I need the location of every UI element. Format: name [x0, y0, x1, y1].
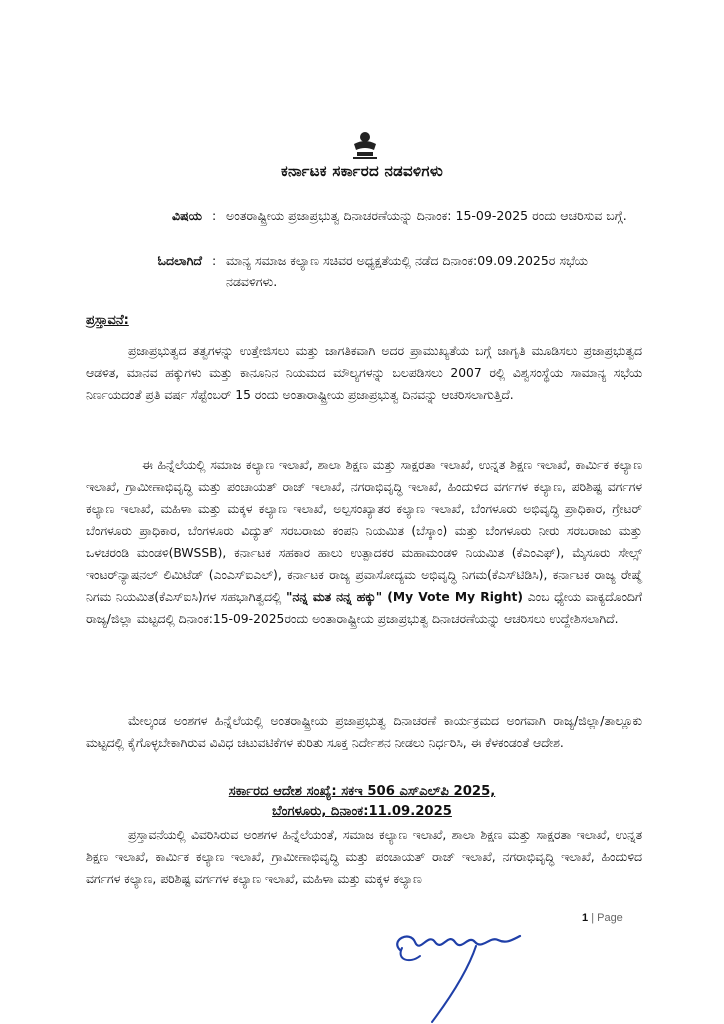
page-number-label: Page [597, 912, 623, 924]
order-number-text: ಸರ್ಕಾರದ ಆದೇಶ ಸಂಖ್ಯೆ: ಸಕಇ 506 ಎಸ್‌ಎಲ್‌ಪಿ 2025, [228, 784, 496, 799]
signature-icon [380, 910, 530, 1024]
preamble-paragraph-1-text: ಪ್ರಜಾಪ್ರಭುತ್ವದ ತತ್ವಗಳನ್ನು ಉತ್ತೇಜಿಸಲು ಮತ್ತು ಜಾಗತಿಕವಾಗಿ ಅದರ ಪ್ರಾಮುಖ್ಯತೆಯ ಬಗ್ಗೆ ಜಾಗೃತಿ ಮೂಡಿಸಲು ಪ್ರಜಾಪ್ರಭುತ್ವದ ಆಡಳಿತ, ಮಾನವ ಹಕ್ಕುಗಳು ಮತ್ತು ಕಾನೂನಿನ ನಿಯಮದ ಮೌಲ್ಯಗಳನ್ನು ಬಲಪಡಿಸಲು 2007 ರಲ್ಲಿ ವಿಶ್ವಸಂಸ್ಥೆಯ ಸಾಮಾನ್ಯ ಸಭೆಯ ನಿರ್ಣಯದಂತೆ ಪ್ರತಿ ವರ್ಷ ಸೆಪ್ಟೆಂಬರ್ 15 ರಂದು ಅಂತಾರಾಷ್ಟ್ರೀಯ ಪ್ರಜಾಪ್ರಭುತ್ವ ದಿನವನ್ನು ಆಚರಿಸಲಾಗುತ್ತಿದೆ. [86, 344, 642, 402]
reference-block [120, 250, 640, 294]
document-heading: ಕರ್ನಾಟಕ ಸರ್ಕಾರದ ನಡವಳಿಗಳು [280, 162, 444, 180]
order-date-text: ಬೆಂಗಳೂರು, ದಿನಾಂಕ:11.09.2025 [272, 804, 452, 819]
slogan-text: "ನನ್ನ ಮತ ನನ್ನ ಹಕ್ಕು" (My Vote My Right) [286, 590, 523, 604]
order-paragraph-text: ಪ್ರಸ್ತಾವನೆಯಲ್ಲಿ ವಿವರಿಸಿರುವ ಅಂಶಗಳ ಹಿನ್ನೆಲೆಯಂತೆ, ಸಮಾಜ ಕಲ್ಯಾಣ ಇಲಾಖೆ, ಶಾಲಾ ಶಿಕ್ಷಣ ಮತ್ತು ಸಾಕ್ಷರತಾ ಇಲಾಖೆ, ಉನ್ನತ ಶಿಕ್ಷಣ ಇಲಾಖೆ, ಕಾರ್ಮಿಕ ಕಲ್ಯಾಣ ಇಲಾಖೆ, ಗ್ರಾಮೀಣಾಭಿವೃದ್ಧಿ ಮತ್ತು ಪಂಚಾಯತ್ ರಾಜ್ ಇಲಾಖೆ, ನಗರಾಭಿವೃದ್ಧಿ ಇಲಾಖೆ, ಹಿಂದುಳಿದ ವರ್ಗಗಳ ಕಲ್ಯಾಣ, ಪರಿಶಿಷ್ಟ ವರ್ಗಗಳ ಕಲ್ಯಾಣ ಇಲಾಖೆ, ಮಹಿಳಾ ಮತ್ತು ಮಕ್ಕಳ ಕಲ್ಯಾಣ [86, 828, 643, 886]
government-order-place-date [0, 802, 724, 822]
order-paragraph [86, 824, 642, 890]
page-number [582, 912, 623, 924]
preamble-paragraph-2 [86, 454, 642, 630]
preamble-paragraph-1 [86, 340, 642, 406]
subject-label: ವಿಷಯ [172, 208, 202, 223]
page-number-value: 1 [582, 912, 589, 924]
reference-colon: : [212, 253, 217, 268]
preamble-paragraph-2-text-a: ಈ ಹಿನ್ನೆಲೆಯಲ್ಲಿ ಸಮಾಜ ಕಲ್ಯಾಣ ಇಲಾಖೆ, ಶಾಲಾ ಶಿಕ್ಷಣ ಮತ್ತು ಸಾಕ್ಷರತಾ ಇಲಾಖೆ, ಉನ್ನತ ಶಿಕ್ಷಣ ಇಲಾಖೆ, ಕಾರ್ಮಿಕ ಕಲ್ಯಾಣ ಇಲಾಖೆ, ಗ್ರಾಮೀಣಾಭಿವೃದ್ಧಿ ಮತ್ತು ಪಂಚಾಯತ್ ರಾಜ್ ಇಲಾಖೆ, ನಗರಾಭಿವೃದ್ಧಿ ಇಲಾಖೆ, ಹಿಂದುಳಿದ ವರ್ಗಗಳ ಕಲ್ಯಾಣ, ಪರಿಶಿಷ್ಟ ವರ್ಗಗಳ ಕಲ್ಯಾಣ ಇಲಾಖೆ, ಮಹಿಳಾ ಮತ್ತು ಮಕ್ಕಳ ಕಲ್ಯಾಣ ಇಲಾಖೆ, ಅಲ್ಪಸಂಖ್ಯಾತರ ಕಲ್ಯಾಣ ಇಲಾಖೆ, ಬೆಂಗಳೂರು ಅಭಿವೃದ್ಧಿ ಪ್ರಾಧಿಕಾರ, ಗ್ರೇಟರ್ ಬೆಂಗಳೂರು ಪ್ರಾಧಿಕಾರ, ಬೆಂಗಳೂರು ವಿದ್ಯುತ್ ಸರಬರಾಜು ಕಂಪನಿ ನಿಯಮಿತ (ಬೆಸ್ಕಾಂ) ಮತ್ತು ಬೆಂಗಳೂರು ನೀರು ಸರಬರಾಜು ಮತ್ತು ಒಳಚರಂಡಿ ಮಂಡಳಿ(BWSSB), ಕರ್ನಾಟಕ ಸಹಕಾರ ಹಾಲು ಉತ್ಪಾದಕರ ಮಹಾಮಂಡಳಿ ನಿಯಮಿತ (ಕೆಎಂಎಫ್), ಮೈಸೂರು ಸೇಲ್ಸ್ ಇಂಟರ್‌ನ್ಯಾಷನಲ್ ಲಿಮಿಟೆಡ್ (ಎಂಎಸ್ಐಎಲ್), ಕರ್ನಾಟಕ ರಾಜ್ಯ ಪ್ರವಾಸೋದ್ಯಮ ಅಭಿವೃದ್ಧಿ ನಿಗಮ(ಕೆಎಸ್‌ಟಿಡಿಸಿ), ಕರ್ನಾಟಕ ರಾಜ್ಯ ರೇಷ್ಮೆ ನಿಗಮ ನಿಯಮಿತ(ಕೆಎಸ್ಐಸಿ)ಗಳ ಸಹಭಾಗಿತ್ವದಲ್ಲಿ [86, 458, 642, 604]
government-order-number [0, 782, 724, 802]
subject-text: ಅಂತರಾಷ್ಟ್ರೀಯ ಪ್ರಜಾಪ್ರಭುತ್ವ ದಿನಾಚರಣೆಯನ್ನು ದಿನಾಂಕ: 15-09-2025 ರಂದು ಆಚರಿಸುವ ಬಗ್ಗೆ. [226, 208, 627, 223]
preamble-paragraph-3-text: ಮೇಲ್ಕಂಡ ಅಂಶಗಳ ಹಿನ್ನೆಲೆಯಲ್ಲಿ ಅಂತರಾಷ್ಟ್ರೀಯ ಪ್ರಜಾಪ್ರಭುತ್ವ ದಿನಾಚರಣೆ ಕಾರ್ಯಕ್ರಮದ ಅಂಗವಾಗಿ ರಾಜ್ಯ/ಜಿಲ್ಲಾ/ತಾಲ್ಲೂಕು ಮಟ್ಟದಲ್ಲಿ ಕೈಗೊಳ್ಳಬೇಕಾಗಿರುವ ವಿವಿಧ ಚಟುವಟಿಕೆಗಳ ಕುರಿತು ಸೂಕ್ತ ನಿರ್ದೇಶನ ನೀಡಲು ನಿರ್ಧರಿಸಿ, ಈ ಕೆಳಕಂಡಂತೆ ಆದೇಶ. [86, 714, 642, 750]
reference-label: ಓದಲಾಗಿದೆ [157, 253, 202, 268]
page-number-separator: | [591, 912, 595, 924]
state-emblem-icon [348, 128, 382, 162]
subject-colon: : [212, 208, 217, 223]
preamble-paragraph-2-text-b: ಎಂಬ ಧ್ಯೇಯ ವಾಕ್ಯದೊಂದಿಗೆ ರಾಜ್ಯ/ಜಿಲ್ಲಾ ಮಟ್ಟದಲ್ಲಿ ದಿನಾಂಕ:15-09-2025ರಂದು ಅಂತಾರಾಷ್ಟ್ರೀಯ ಪ್ರಜಾಪ್ರಭುತ್ವ ದಿನಾಚರಣೆಯನ್ನು ಆಚರಿಸಲು ಉದ್ದೇಶಿಸಲಾಗಿದೆ. [86, 590, 642, 626]
reference-text: ಮಾನ್ಯ ಸಮಾಜ ಕಲ್ಯಾಣ ಸಚಿವರ ಅಧ್ಯಕ್ಷತೆಯಲ್ಲಿ ನಡೆದ ದಿನಾಂಕ:09.09.2025ರ ಸಭೆಯ ನಡವಳಿಗಳು. [226, 253, 589, 289]
preamble-paragraph-3 [86, 710, 642, 754]
preamble-title: ಪ್ರಸ್ತಾವನೆ: [86, 313, 129, 328]
subject-block [120, 205, 640, 249]
